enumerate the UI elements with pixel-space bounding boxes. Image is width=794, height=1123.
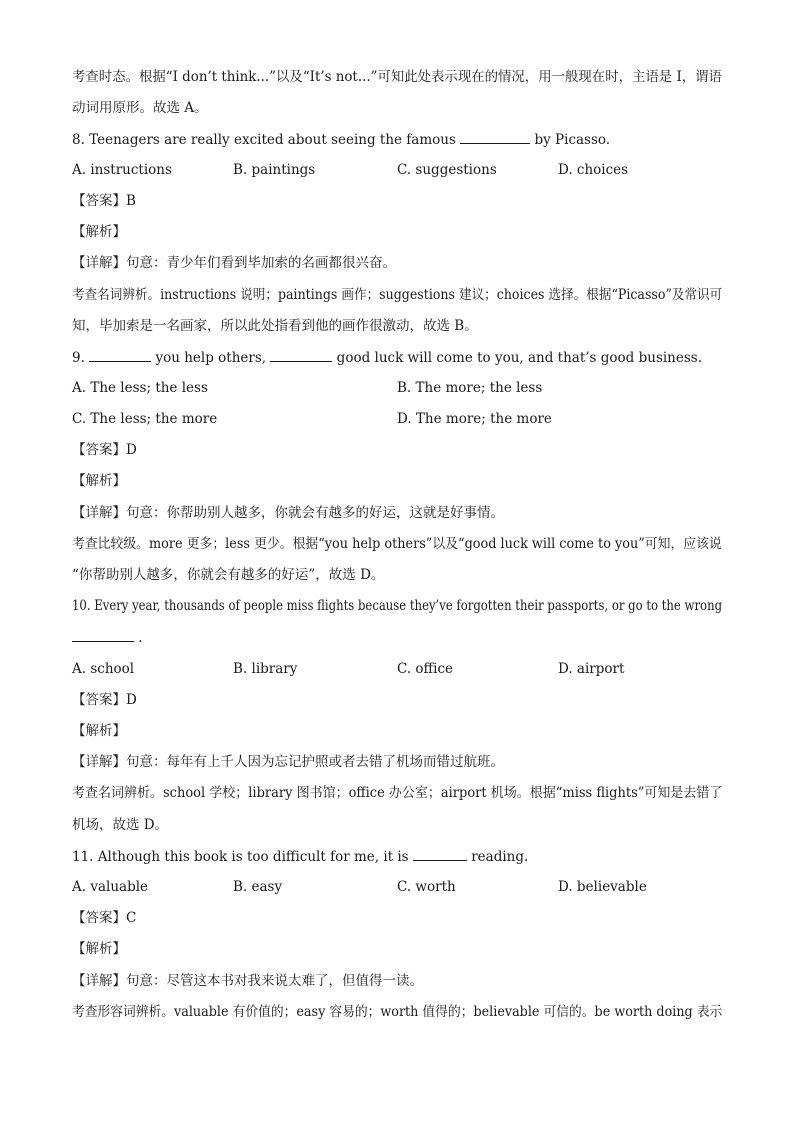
answer-label: 【答案】D xyxy=(72,692,137,708)
intro-line-2: 动词用原形。故选 A。 xyxy=(72,100,208,116)
option-c: C. The less; the more xyxy=(72,411,218,427)
question-10-stem-continued xyxy=(72,627,143,648)
explanation-line-2: “你帮助别人越多，你就会有越多的好运”，故选 D。 xyxy=(72,567,385,583)
answer-label: 【答案】C xyxy=(72,910,137,926)
answer-label: 【答案】D xyxy=(72,442,137,458)
analysis-label: 【解析】 xyxy=(72,723,126,739)
intro-line-1: 考查时态。根据“I don’t think...”以及“It’s not...”可知此处表示现在的情况，用一般现在时，主语是 I，谓语 xyxy=(72,69,722,85)
option-b: B. The more; the less xyxy=(397,380,543,396)
question-8-stem-start: 8. Teenagers are really excited about seeing the famous xyxy=(72,132,456,148)
answer-label: 【答案】B xyxy=(72,193,136,209)
explanation-line-1: 考查名词辨析。school 学校；library 图书馆；office 办公室；airport 机场。根据“miss flights”可知是去错了 xyxy=(72,785,723,801)
question-9-number: 9. xyxy=(72,350,85,366)
question-10-stem-end: . xyxy=(138,630,143,646)
question-10-stem: 10. Every year, thousands of people miss flights because they’ve forgotten their passports, or go to the wrong xyxy=(72,598,723,614)
question-11-stem-end: reading. xyxy=(471,849,529,865)
option-c: C. suggestions xyxy=(397,162,497,178)
option-d: D. airport xyxy=(558,661,625,677)
option-a: A. school xyxy=(72,661,135,677)
question-8-stem xyxy=(72,129,610,150)
analysis-label: 【解析】 xyxy=(72,941,126,957)
explanation-line-2: 知，毕加索是一名画家，所以此处指看到他的画作很激动，故选 B。 xyxy=(72,318,478,334)
detail-text: 【详解】句意：每年有上千人因为忘记护照或者去错了机场而错过航班。 xyxy=(72,754,504,770)
explanation-line-1: 考查形容词辨析。valuable 有价值的；easy 容易的；worth 值得的；believable 可信的。be worth doing 表示 xyxy=(72,1004,723,1020)
analysis-label: 【解析】 xyxy=(72,473,126,489)
detail-text: 【详解】句意：你帮助别人越多，你就会有越多的好运，这就是好事情。 xyxy=(72,505,504,521)
question-9-stem-end: good luck will come to you, and that’s good business. xyxy=(336,350,703,366)
answer-blank xyxy=(270,347,332,362)
question-8-stem-end: by Picasso. xyxy=(534,132,611,148)
explanation-line-1: 考查名词辨析。instructions 说明；paintings 画作；suggestions 建议；choices 选择。根据“Picasso”及常识可 xyxy=(72,287,723,303)
option-a: A. The less; the less xyxy=(72,380,208,396)
option-d: D. believable xyxy=(558,879,647,895)
option-b: B. easy xyxy=(233,879,283,895)
option-a: A. valuable xyxy=(72,879,149,895)
option-b: B. paintings xyxy=(233,162,316,178)
detail-text: 【详解】句意：青少年们看到毕加索的名画都很兴奋。 xyxy=(72,255,396,271)
explanation-line-2: 机场，故选 D。 xyxy=(72,817,169,833)
answer-blank xyxy=(89,347,151,362)
question-11-stem-start: 11. Although this book is too difficult for me, it is xyxy=(72,849,409,865)
question-11-stem xyxy=(72,846,528,867)
option-c: C. worth xyxy=(397,879,456,895)
question-9-stem xyxy=(72,347,702,368)
option-c: C. office xyxy=(397,661,454,677)
option-d: D. The more; the more xyxy=(397,411,552,427)
analysis-label: 【解析】 xyxy=(72,224,126,240)
answer-blank xyxy=(72,627,134,642)
answer-blank xyxy=(413,846,467,861)
question-9-stem-middle: you help others, xyxy=(155,350,267,366)
option-b: B. library xyxy=(233,661,298,677)
option-d: D. choices xyxy=(558,162,629,178)
explanation-line-1: 考查比较级。more 更多；less 更少。根据“you help others”以及“good luck will come to you”可知，应该说 xyxy=(72,536,722,552)
option-a: A. instructions xyxy=(72,162,172,178)
answer-blank xyxy=(460,129,530,144)
detail-text: 【详解】句意：尽管这本书对我来说太难了，但值得一读。 xyxy=(72,973,423,989)
